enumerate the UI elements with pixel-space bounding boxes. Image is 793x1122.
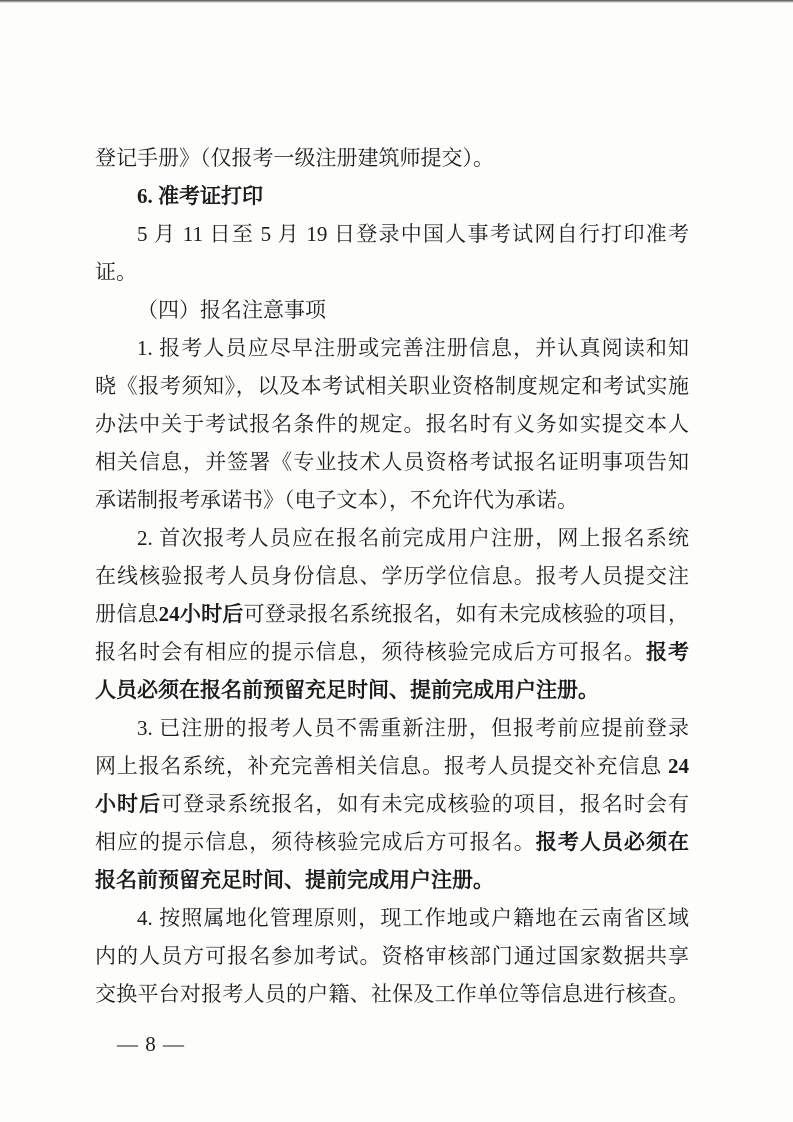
text-run: 相应的提示信息，须待核验完成后方可报名。	[95, 830, 536, 854]
text-line	[95, 633, 689, 671]
text-line	[95, 139, 689, 177]
text-run: 3. 已注册的报考人员不需重新注册，但报考前应提前登录	[137, 716, 689, 740]
text-run: 册信息	[95, 602, 159, 626]
bold-text-run: 6. 准考证打印	[137, 184, 263, 208]
text-line	[95, 291, 689, 329]
text-run: 相关信息，并签署《专业技术人员资格考试报名证明事项告知	[95, 450, 689, 474]
text-line	[95, 557, 689, 595]
bold-text-run: 小时后	[95, 792, 162, 816]
text-run: 在线核验报考人员身份信息、学历学位信息。报考人员提交注	[95, 564, 689, 588]
text-run: 可登录系统报名，如有未完成核验的项目，报名时会有	[161, 792, 690, 816]
text-line	[95, 975, 689, 1013]
text-line	[95, 823, 689, 861]
text-run: 办法中关于考试报名条件的规定。报名时有义务如实提交本人	[95, 412, 689, 436]
text-line	[95, 785, 689, 823]
text-line	[95, 937, 689, 975]
text-line	[95, 443, 689, 481]
text-run: 1. 报考人员应尽早注册或完善注册信息，并认真阅读和知	[137, 336, 689, 360]
text-run: 登记手册》（仅报考一级注册建筑师提交）。	[95, 146, 494, 170]
text-line	[95, 367, 689, 405]
text-run: （四）报名注意事项	[137, 298, 326, 322]
bold-text-run: 24小时后	[158, 602, 244, 626]
text-line	[95, 519, 689, 557]
bold-text-run: 报考	[645, 640, 690, 664]
text-line	[95, 595, 689, 633]
text-line	[95, 177, 689, 215]
bold-text-run: 24	[668, 754, 689, 778]
text-line	[95, 215, 689, 253]
text-run: 内的人员方可报名参加考试。资格审核部门通过国家数据共享	[95, 944, 689, 968]
text-line	[95, 709, 689, 747]
text-line	[95, 899, 689, 937]
text-run: 晓《报考须知》，以及本考试相关职业资格制度规定和考试实施	[95, 374, 689, 398]
text-run: 5 月 11 日至 5 月 19 日登录中国人事考试网自行打印准考	[137, 222, 689, 246]
bold-text-run: 人员必须在报名前预留充足时间、提前完成用户注册。	[95, 678, 599, 702]
text-run: 证。	[95, 260, 137, 284]
text-line	[95, 747, 689, 785]
text-line	[95, 253, 689, 291]
scan-edge-artifact	[0, 0, 793, 3]
document-body	[95, 139, 689, 1013]
text-run: 交换平台对报考人员的户籍、社保及工作单位等信息进行核查。	[95, 982, 689, 1006]
text-run: 网上报名系统，补充完善相关信息。报考人员提交补充信息	[95, 754, 668, 778]
text-line	[95, 329, 689, 367]
text-run: 承诺制报考承诺书》（电子文本），不允许代为承诺。	[95, 488, 578, 512]
page-number: — 8 —	[117, 1032, 185, 1056]
text-run: 报名时会有相应的提示信息，须待核验完成后方可报名。	[95, 640, 646, 664]
text-run: 2. 首次报考人员应在报名前完成用户注册，网上报名系统	[137, 526, 689, 550]
text-run: 可登录报名系统报名，如有未完成核验的项目，	[243, 602, 690, 626]
bold-text-run: 报考人员必须在	[535, 830, 690, 854]
text-line	[95, 405, 689, 443]
text-run: 4. 按照属地化管理原则，现工作地或户籍地在云南省区域	[137, 906, 689, 930]
text-line	[95, 861, 689, 899]
bold-text-run: 报名前预留充足时间、提前完成用户注册。	[95, 868, 494, 892]
text-line	[95, 671, 689, 709]
text-line	[95, 481, 689, 519]
